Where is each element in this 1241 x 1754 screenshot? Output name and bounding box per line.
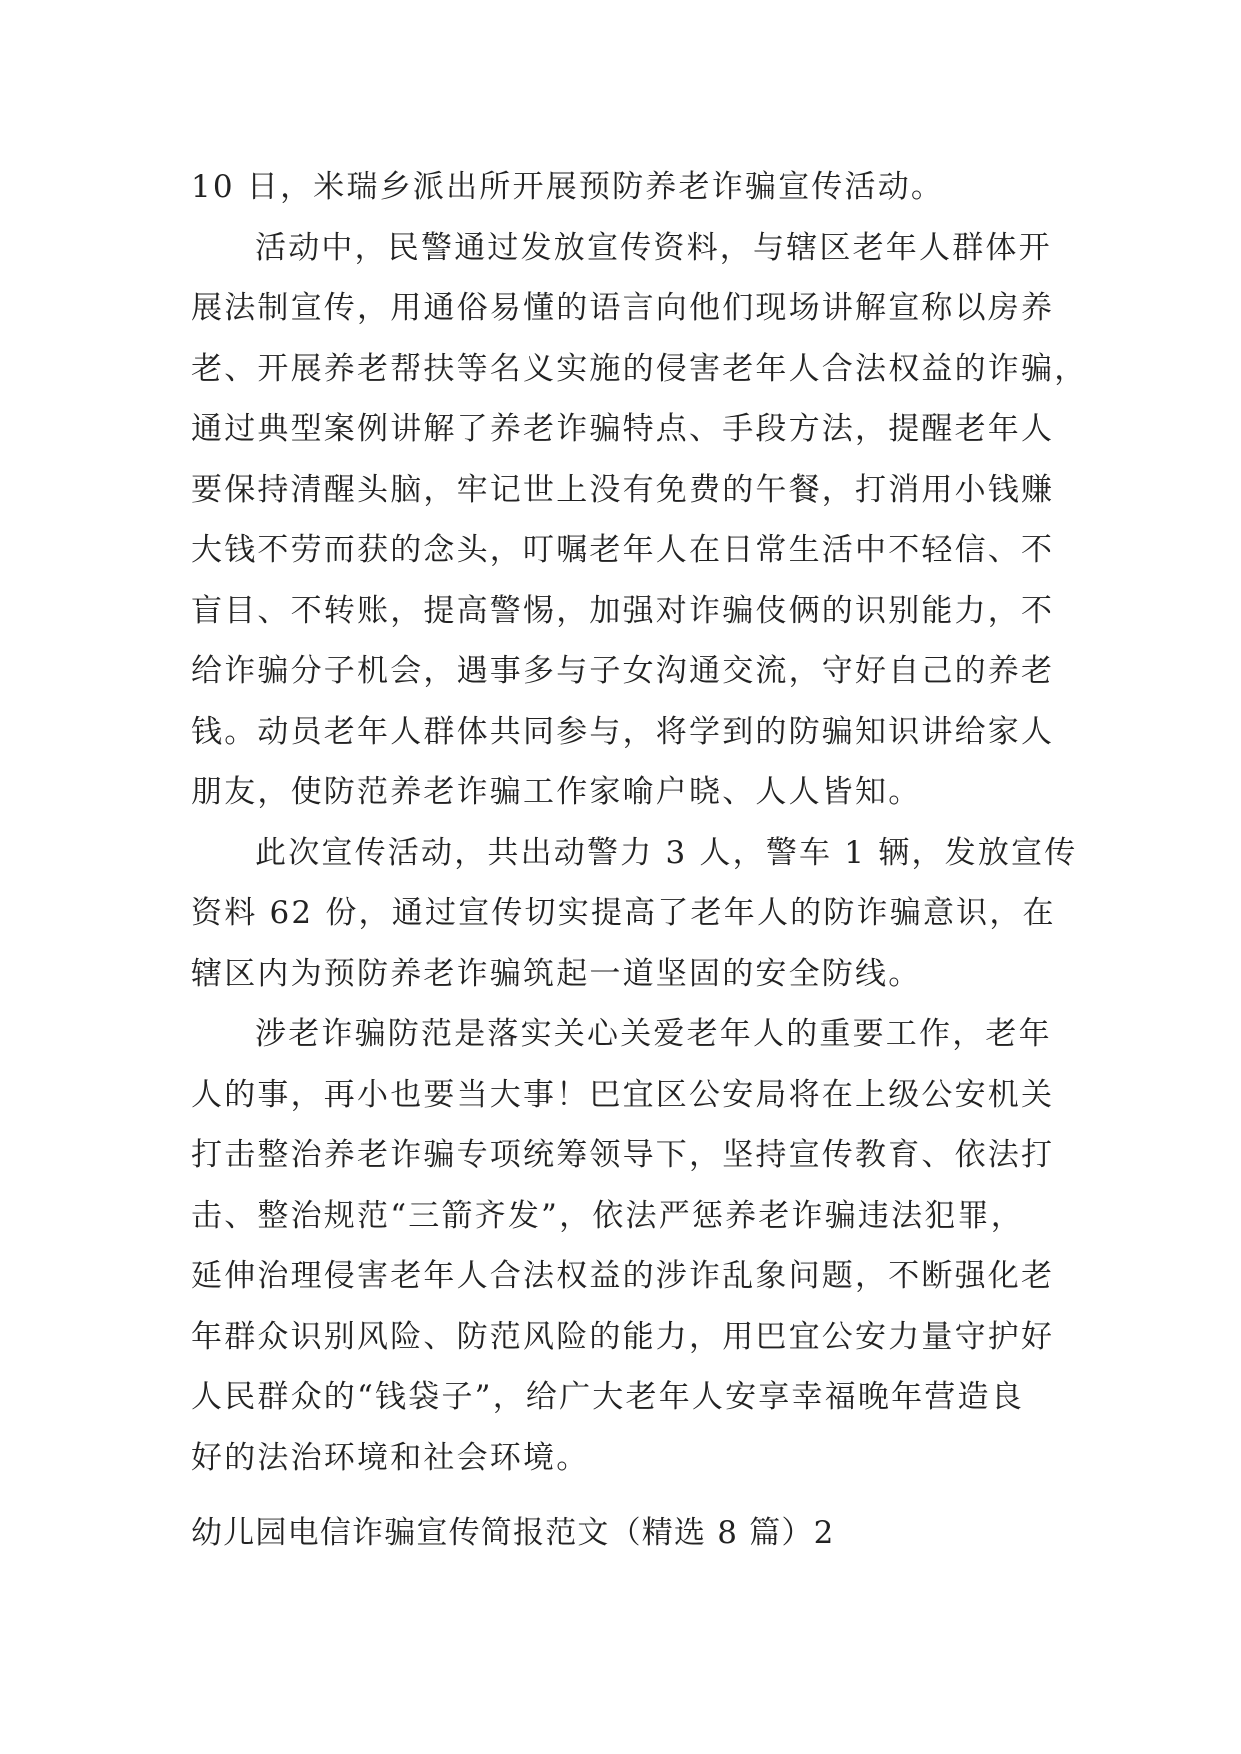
text-line: 年群众识别风险、防范风险的能力，用巴宜公安力量守护好 bbox=[191, 1318, 1055, 1355]
text-line: 朋友，使防范养老诈骗工作家喻户晓、人人皆知。 bbox=[191, 774, 922, 810]
text-line: 展法制宣传，用通俗易懂的语言向他们现场讲解宣称以房养 bbox=[191, 290, 1055, 326]
text-line: 资料 62 份，通过宣传切实提高了老年人的防诈骗意识，在 bbox=[191, 895, 1056, 931]
text-line: 要保持清醒头脑，牢记世上没有免费的午餐，打消用小钱赚 bbox=[191, 471, 1055, 508]
document-body bbox=[191, 157, 1088, 1488]
text-line: 大钱不劳而获的念头，叮嘱老年人在日常生活中不轻信、不 bbox=[191, 532, 1055, 568]
text-line: 老、开展养老帮扶等名义实施的侵害老年人合法权益的诈骗， bbox=[191, 350, 1088, 387]
section-title: 幼儿园电信诈骗宣传简报范文（精选 8 篇）2 bbox=[191, 1515, 835, 1551]
text-line: 给诈骗分子机会，遇事多与子女沟通交流，守好自己的养老 bbox=[191, 653, 1055, 689]
text-line: 钱。动员老年人群体共同参与，将学到的防骗知识讲给家人 bbox=[191, 713, 1055, 750]
text-line: 辖区内为预防养老诈骗筑起一道坚固的安全防线。 bbox=[191, 955, 922, 992]
paragraph-start-line: 涉老诈骗防范是落实关心关爱老年人的重要工作，老年 bbox=[255, 1016, 1052, 1052]
text-line: 盲目、不转账，提高警惕，加强对诈骗伎俩的识别能力，不 bbox=[191, 592, 1055, 629]
text-line: 10 日，米瑞乡派出所开展预防养老诈骗宣传活动。 bbox=[191, 169, 945, 205]
text-line: 击、整治规范“三箭齐发”，依法严惩养老诈骗违法犯罪， bbox=[191, 1197, 1024, 1234]
text-line: 好的法治环境和社会环境。 bbox=[191, 1439, 590, 1476]
text-line: 延伸治理侵害老年人合法权益的涉诈乱象问题，不断强化老 bbox=[191, 1258, 1055, 1294]
paragraph-start-line: 活动中，民警通过发放宣传资料，与辖区老年人群体开 bbox=[255, 229, 1052, 266]
text-line: 通过典型案例讲解了养老诈骗特点、手段方法，提醒老年人 bbox=[191, 411, 1055, 447]
text-line: 打击整治养老诈骗专项统筹领导下，坚持宣传教育、依法打 bbox=[191, 1137, 1055, 1173]
paragraph-start-line: 此次宣传活动，共出动警力 3 人，警车 1 辆，发放宣传 bbox=[255, 834, 1078, 871]
text-line: 人民群众的“钱袋子”，给广大老年人安享幸福晚年营造良 bbox=[191, 1379, 1024, 1415]
text-line: 人的事，再小也要当大事！巴宜区公安局将在上级公安机关 bbox=[191, 1076, 1055, 1113]
